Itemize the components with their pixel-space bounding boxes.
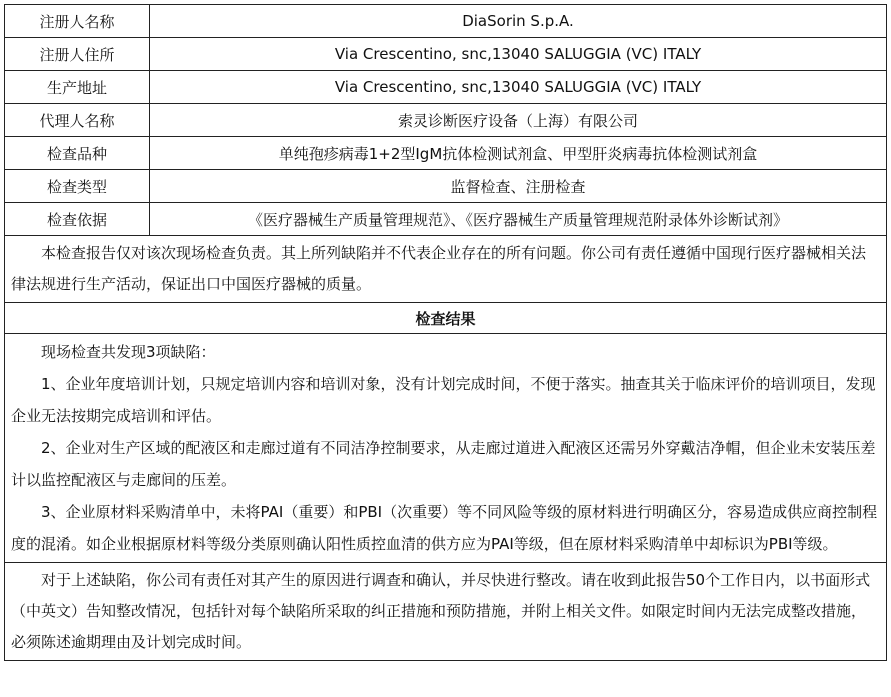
finding-item: 1、企业年度培训计划，只规定培训内容和培训对象，没有计划完成时间，不便于落实。抽查其关于临床评价的培训项目，发现企业无法按期完成培训和评估。 [11, 375, 876, 425]
info-row-registrant-address [5, 38, 887, 71]
findings-row [5, 334, 887, 563]
info-value: Via Crescentino, snc,13040 SALUGGIA (VC) ITALY [150, 38, 887, 71]
info-value: 监督检查、注册检查 [150, 170, 887, 203]
report-table [4, 4, 887, 661]
info-label: 检查品种 [5, 137, 150, 170]
result-title: 检查结果 [5, 303, 887, 334]
disclaimer-cell [5, 236, 887, 303]
closing-cell [5, 563, 887, 661]
info-label: 生产地址 [5, 71, 150, 104]
finding-item: 2、企业对生产区域的配液区和走廊过道有不同洁净控制要求，从走廊过道进入配液区还需另外穿戴洁净帽，但企业未安装压差计以监控配液区与走廊间的压差。 [11, 439, 876, 489]
findings-cell [5, 334, 887, 563]
finding-item: 3、企业原材料采购清单中，未将PAI（重要）和PBI（次重要）等不同风险等级的原材料进行明确区分，容易造成供应商控制程度的混淆。如企业根据原材料等级分类原则确认阳性质控血清的供方应为PAI等级，但在原材料采购清单中却标识为PBI等级。 [11, 503, 878, 553]
closing-text: 对于上述缺陷，你公司有责任对其产生的原因进行调查和确认，并尽快进行整改。请在收到此报告50个工作日内，以书面形式（中英文）告知整改情况，包括针对每个缺陷所采取的纠正措施和预防措施，并附上相关文件。如限定时间内无法完成整改措施，必须陈述逾期理由及计划完成时间。 [11, 571, 871, 651]
info-label: 代理人名称 [5, 104, 150, 137]
info-row-inspection-type [5, 170, 887, 203]
info-label: 注册人名称 [5, 5, 150, 38]
info-row-agent-name [5, 104, 887, 137]
findings-intro: 现场检查共发现3项缺陷： [41, 343, 216, 361]
info-value: 索灵诊断医疗设备（上海）有限公司 [150, 104, 887, 137]
info-value: Via Crescentino, snc,13040 SALUGGIA (VC) ITALY [150, 71, 887, 104]
info-label: 检查依据 [5, 203, 150, 236]
info-value: DiaSorin S.p.A. [150, 5, 887, 38]
info-row-production-address [5, 71, 887, 104]
closing-row [5, 563, 887, 661]
info-row-inspection-basis [5, 203, 887, 236]
disclaimer-row [5, 236, 887, 303]
disclaimer-text: 本检查报告仅对该次现场检查负责。其上所列缺陷并不代表企业存在的所有问题。你公司有责任遵循中国现行医疗器械相关法律法规进行生产活动，保证出口中国医疗器械的质量。 [11, 244, 867, 293]
info-label: 注册人住所 [5, 38, 150, 71]
info-value: 单纯孢疹病毒1+2型IgM抗体检测试剂盒、甲型肝炎病毒抗体检测试剂盒 [150, 137, 887, 170]
info-row-registrant-name [5, 5, 887, 38]
info-row-inspected-products [5, 137, 887, 170]
info-label: 检查类型 [5, 170, 150, 203]
inspection-report [4, 4, 887, 661]
result-title-row [5, 303, 887, 334]
info-value: 《医疗器械生产质量管理规范》、《医疗器械生产质量管理规范附录体外诊断试剂》 [150, 203, 887, 236]
